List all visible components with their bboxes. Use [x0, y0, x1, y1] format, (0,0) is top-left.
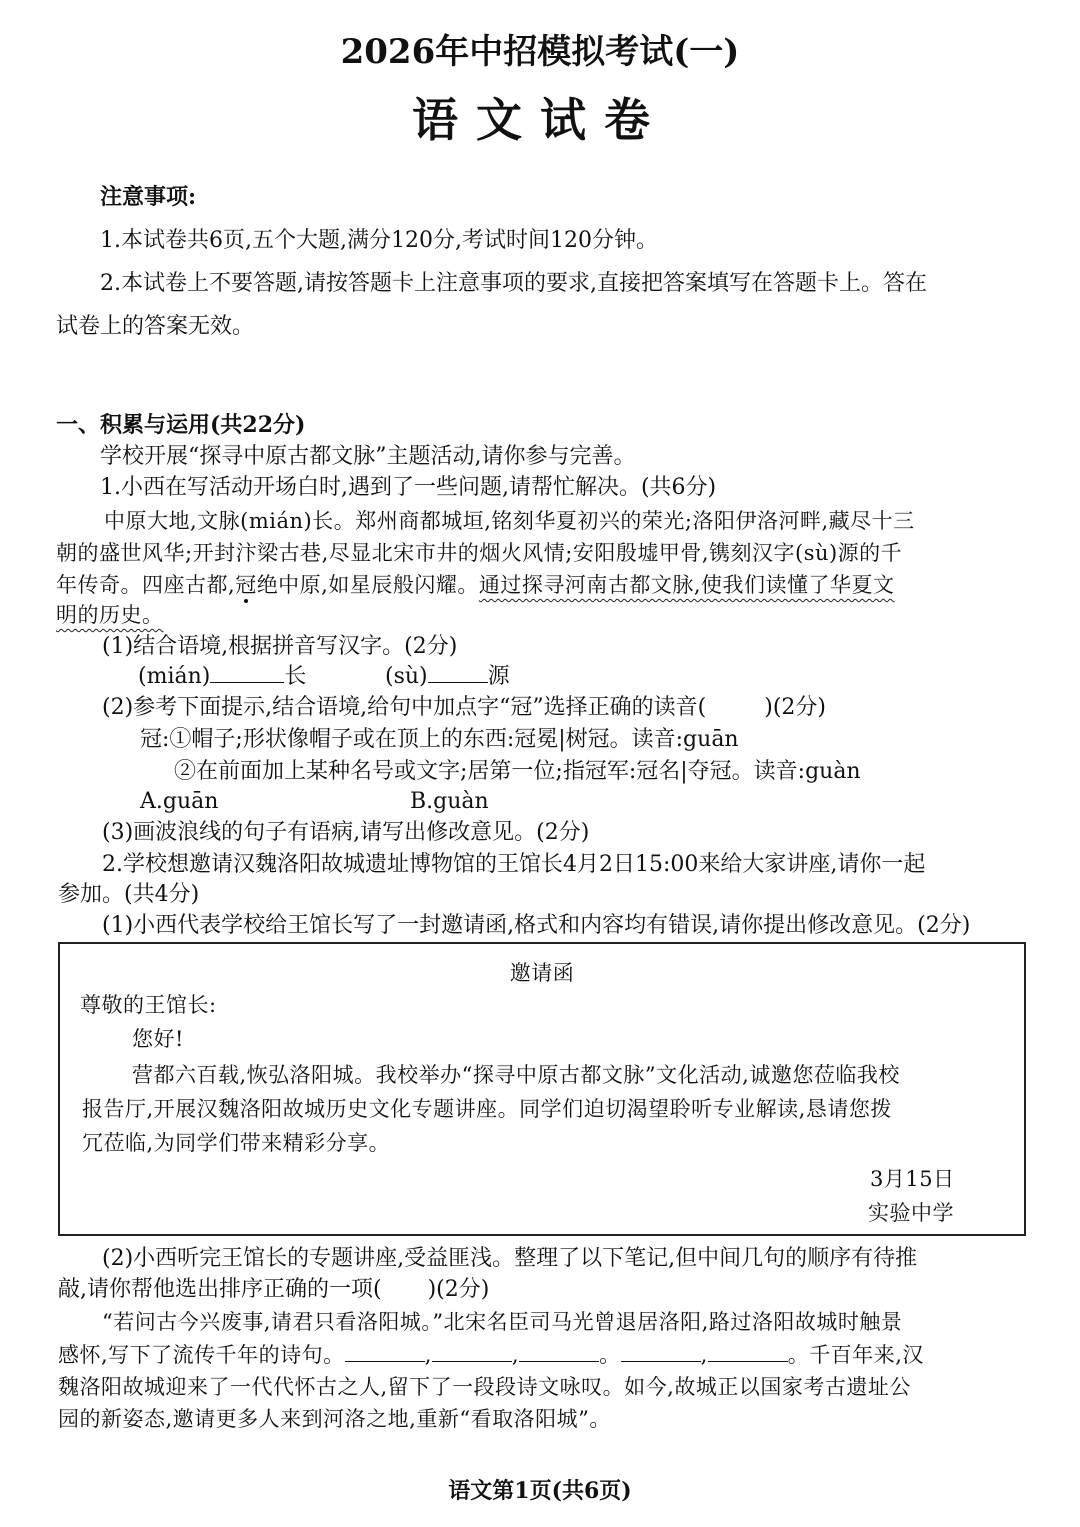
q1-sub-3: (3)画波浪线的句子有语病,请写出修改意见。(2分) — [102, 820, 590, 845]
notes-item-2-line-2: 试卷上的答案无效。 — [56, 314, 255, 339]
subject-title: 语文试卷 — [412, 93, 668, 147]
q1-passage-line-3 — [56, 570, 895, 600]
notes-passage-line-1: “若问古今兴废事,请君只看洛阳城。”北宋名臣司马光曾退居洛阳,路过洛阳故城时触景 — [102, 1310, 903, 1334]
notes-passage-line-2: 感怀,写下了流传千年的诗句。 , , 。 , 。千百年来,汉 — [58, 1343, 924, 1367]
char-yuan: 源 — [487, 664, 510, 689]
section-1-intro: 学校开展“探寻中原古都文脉”主题活动,请你参与完善。 — [100, 444, 636, 469]
q2-sub-2-line-1: (2)小西听完王馆长的专题讲座,受益匪浅。整理了以下笔记,但中间几句的顺序有待推 — [102, 1246, 918, 1271]
q2-stem-line-2: 参加。(共4分) — [58, 882, 200, 907]
answer-blank — [428, 662, 488, 683]
pinyin-su: (sù) — [385, 664, 428, 689]
q1-sub-2-score: )(2分) — [764, 695, 826, 720]
q2-sub-1: (1)小西代表学校给王馆长写了一封邀请函,格式和内容均有错误,请你提出修改意见。(2分) — [102, 913, 971, 938]
option-b: B.guàn — [410, 789, 489, 814]
letter-body-line-2: 报告厅,开展汉魏洛阳故城历史文化专题讲座。同学们迫切渴望聆听专业解读,恳请您拨 — [82, 1097, 892, 1121]
wavy-underlined-sentence: 通过探寻河南古都文脉,使我们读懂了华夏文 — [478, 573, 895, 597]
notes-passage-text-end: 。千百年来,汉 — [787, 1343, 924, 1367]
answer-blank — [621, 1343, 701, 1362]
pinyin-mian: (mián) — [138, 664, 211, 689]
letter-title: 邀请函 — [509, 961, 575, 985]
q1-sub-1-blanks — [138, 662, 306, 692]
letter-signature: 实验中学 — [868, 1201, 954, 1225]
letter-greeting: 您好! — [132, 1027, 184, 1051]
q1-sub-2 — [102, 693, 826, 723]
letter-salutation: 尊敬的王馆长: — [80, 993, 217, 1017]
letter-body-line-1: 营都六百载,恢弘洛阳城。我校举办“探寻中原古都文脉”文化活动,诚邀您莅临我校 — [132, 1063, 900, 1087]
wavy-underlined-sentence-end: 明的历史。 — [56, 603, 164, 627]
q1-passage-line-4 — [56, 600, 164, 630]
q1-stem: 1.小西在写活动开场白时,遇到了一些问题,请帮忙解决。(共6分) — [100, 475, 717, 500]
option-a: A.guān — [140, 789, 219, 814]
q2-stem-line-1: 2.学校想邀请汉魏洛阳故城遗址博物馆的王馆长4月2日15:00来给大家讲座,请你一起 — [102, 852, 926, 877]
passage-text: 年传奇。四座古都, — [56, 573, 236, 597]
q1-passage-line-1: 中原大地,文脉(mián)长。郑州商都城垣,铭刻华夏初兴的荣光;洛阳伊洛河畔,藏尽十三 — [104, 509, 915, 533]
answer-blank — [345, 1343, 425, 1362]
q1-sub-1-blanks-2 — [385, 662, 510, 692]
q2-sub-2-line-2 — [58, 1275, 489, 1305]
q1-sub-1: (1)结合语境,根据拼音写汉字。(2分) — [102, 634, 458, 659]
notes-item-1: 1.本试卷共6页,五个大题,满分120分,考试时间120分钟。 — [100, 228, 658, 253]
notes-passage-text: 感怀,写下了流传千年的诗句。 — [58, 1343, 345, 1367]
notes-heading: 注意事项: — [100, 184, 197, 210]
answer-blank — [432, 1343, 512, 1362]
passage-text: 绝中原,如星辰般闪耀。 — [256, 573, 479, 597]
answer-blank — [708, 1343, 788, 1362]
q1-passage-line-2: 朝的盛世风华;开封汴梁古巷,尽显北宋市井的烟火风情;安阳殷墟甲骨,镌刻汉字(sù)源的千 — [56, 541, 903, 565]
q2-sub-2-score: )(2分) — [427, 1277, 490, 1302]
q1-sub-2-text: (2)参考下面提示,结合语境,给句中加点字“冠”选择正确的读音( — [102, 695, 707, 720]
letter-body-line-3: 冗莅临,为同学们带来精彩分享。 — [82, 1131, 391, 1155]
page-footer: 语文第1页(共6页) — [448, 1478, 632, 1504]
notes-passage-line-4: 园的新姿态,邀请更多人来到河洛之地,重新“看取洛阳城”。 — [58, 1407, 611, 1431]
invitation-letter-box — [58, 942, 1026, 1236]
section-1-heading: 一、积累与运用(共22分) — [56, 412, 306, 438]
notes-item-2-line-1: 2.本试卷上不要答题,请按答题卡上注意事项的要求,直接把答案填写在答题卡上。答在 — [100, 271, 927, 296]
answer-blank — [210, 662, 284, 683]
dotted-character: 冠 — [235, 573, 257, 597]
exam-title: 2026年中招模拟考试(一) — [340, 32, 740, 72]
notes-passage-line-3: 魏洛阳故城迎来了一代代怀古之人,留下了一段段诗文咏叹。如今,故城正以国家考古遗址公 — [58, 1375, 911, 1399]
q1-sub-2-definition-1: 冠:①帽子;形状像帽子或在顶上的东西:冠冕|树冠。读音:guān — [140, 727, 739, 752]
char-chang: 长 — [284, 664, 307, 689]
q2-sub-2-text: 敲,请你帮他选出排序正确的一项( — [58, 1277, 382, 1302]
letter-date: 3月15日 — [870, 1167, 955, 1191]
answer-blank — [519, 1343, 599, 1362]
q1-sub-2-definition-2: ②在前面加上某种名号或文字;居第一位;指冠军:冠名|夺冠。读音:guàn — [174, 759, 861, 784]
